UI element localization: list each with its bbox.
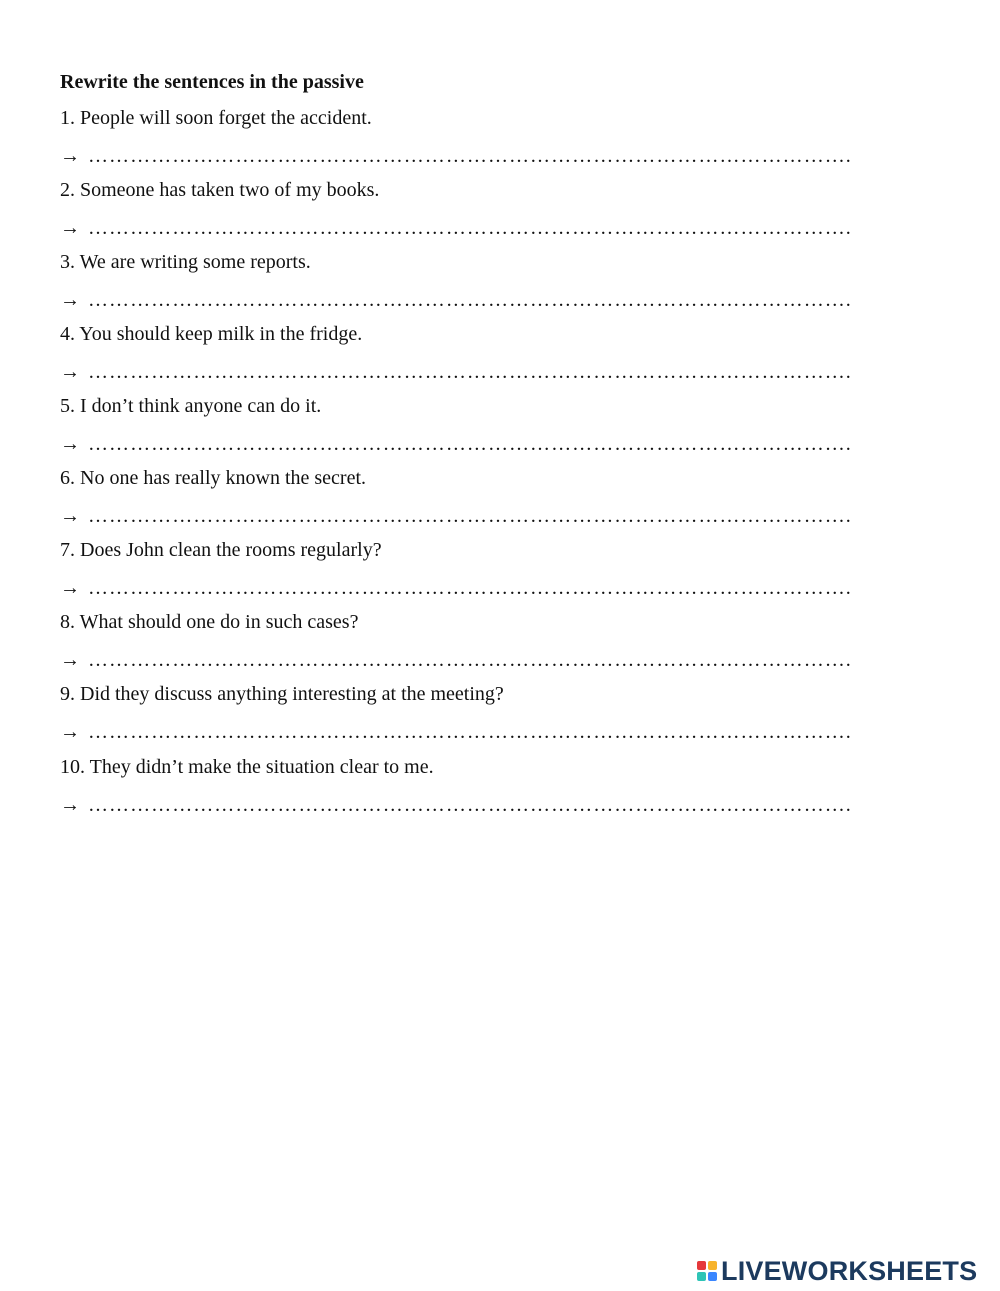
question-9: 9. Did they discuss anything interesting at the meeting? <box>60 683 504 705</box>
arrow-icon: → <box>60 217 80 239</box>
answer-dots: ………………………………………………………………………………………………. <box>88 721 852 743</box>
answer-dots: ………………………………………………………………………………………………. <box>88 794 852 816</box>
answer-dots: ………………………………………………………………………………………………. <box>88 505 852 527</box>
answer-line-10[interactable] <box>60 793 940 817</box>
question-7: 7. Does John clean the rooms regularly? <box>60 539 382 561</box>
answer-dots: ………………………………………………………………………………………………. <box>88 577 852 599</box>
answer-line-1[interactable] <box>60 144 940 168</box>
worksheet-title: Rewrite the sentences in the passive <box>60 71 364 93</box>
logo-square-yellow <box>708 1261 717 1270</box>
arrow-icon: → <box>60 505 80 527</box>
answer-line-8[interactable] <box>60 648 940 672</box>
arrow-icon: → <box>60 721 80 743</box>
question-3: 3. We are writing some reports. <box>60 251 311 273</box>
logo-square-blue <box>708 1272 717 1281</box>
arrow-icon: → <box>60 361 80 383</box>
arrow-icon: → <box>60 577 80 599</box>
answer-line-2[interactable] <box>60 216 940 240</box>
answer-line-4[interactable] <box>60 360 940 384</box>
question-8: 8. What should one do in such cases? <box>60 611 359 633</box>
answer-line-9[interactable] <box>60 720 940 744</box>
answer-dots: ………………………………………………………………………………………………. <box>88 289 852 311</box>
answer-line-6[interactable] <box>60 504 940 528</box>
answer-line-3[interactable] <box>60 288 940 312</box>
logo-square-red <box>697 1261 706 1270</box>
question-10: 10. They didn’t make the situation clear to me. <box>60 756 434 778</box>
answer-line-7[interactable] <box>60 576 940 600</box>
arrow-icon: → <box>60 289 80 311</box>
arrow-icon: → <box>60 794 80 816</box>
question-4: 4. You should keep milk in the fridge. <box>60 323 363 345</box>
answer-dots: ………………………………………………………………………………………………. <box>88 361 852 383</box>
logo-text: LIVEWORKSHEETS <box>721 1255 978 1286</box>
answer-line-5[interactable] <box>60 432 940 456</box>
question-6: 6. No one has really known the secret. <box>60 467 367 489</box>
logo-square-teal <box>697 1272 706 1281</box>
arrow-icon: → <box>60 649 80 671</box>
answer-dots: ………………………………………………………………………………………………. <box>88 649 852 671</box>
answer-dots: ………………………………………………………………………………………………. <box>88 145 852 167</box>
question-1: 1. People will soon forget the accident. <box>60 107 372 129</box>
arrow-icon: → <box>60 433 80 455</box>
answer-dots: ………………………………………………………………………………………………. <box>88 433 852 455</box>
question-2: 2. Someone has taken two of my books. <box>60 179 380 201</box>
liveworksheets-logo-icon <box>697 1261 717 1281</box>
answer-dots: ………………………………………………………………………………………………. <box>88 217 852 239</box>
liveworksheets-logo[interactable] <box>697 1256 977 1286</box>
question-5: 5. I don’t think anyone can do it. <box>60 395 322 417</box>
arrow-icon: → <box>60 145 80 167</box>
